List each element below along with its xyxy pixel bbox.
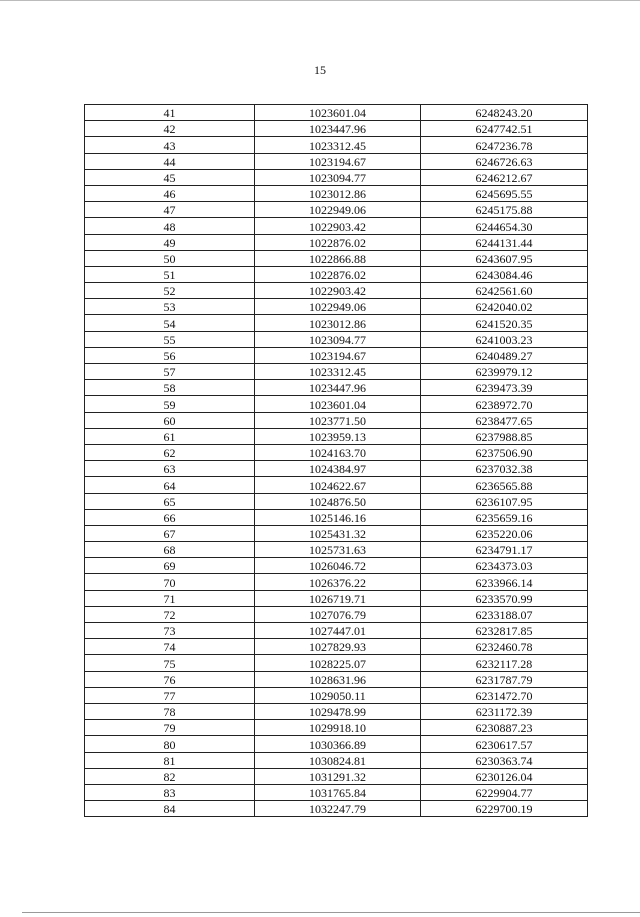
x-coordinate-cell: 1026719.71 [255,590,421,606]
y-coordinate-cell: 6231787.79 [421,671,588,687]
table-row [85,461,588,477]
x-coordinate-cell: 1022903.42 [255,218,421,234]
y-coordinate-cell: 6239979.12 [421,364,588,380]
point-number-cell: 75 [85,655,255,671]
point-number-cell: 72 [85,606,255,622]
x-coordinate-cell: 1027829.93 [255,639,421,655]
point-number-cell: 79 [85,720,255,736]
table-row [85,671,588,687]
point-number-cell: 69 [85,558,255,574]
table-row [85,736,588,752]
table-row [85,234,588,250]
table-row [85,493,588,509]
x-coordinate-cell: 1023601.04 [255,396,421,412]
x-coordinate-cell: 1023012.86 [255,315,421,331]
x-coordinate-cell: 1030366.89 [255,736,421,752]
x-coordinate-cell: 1027076.79 [255,606,421,622]
y-coordinate-cell: 6236107.95 [421,493,588,509]
table-row [85,525,588,541]
coordinates-table-body [85,105,588,817]
table-row [85,137,588,153]
table-row [85,655,588,671]
table-row [85,509,588,525]
point-number-cell: 50 [85,250,255,266]
point-number-cell: 77 [85,687,255,703]
table-row [85,703,588,719]
x-coordinate-cell: 1023771.50 [255,412,421,428]
y-coordinate-cell: 6230363.74 [421,752,588,768]
y-coordinate-cell: 6241003.23 [421,331,588,347]
page-number: 15 [314,63,326,77]
x-coordinate-cell: 1026376.22 [255,574,421,590]
y-coordinate-cell: 6229700.19 [421,801,588,817]
point-number-cell: 41 [85,105,255,121]
table-row [85,169,588,185]
y-coordinate-cell: 6233966.14 [421,574,588,590]
table-row [85,752,588,768]
x-coordinate-cell: 1029050.11 [255,687,421,703]
x-coordinate-cell: 1022876.02 [255,234,421,250]
y-coordinate-cell: 6234373.03 [421,558,588,574]
y-coordinate-cell: 6248243.20 [421,105,588,121]
table-row [85,380,588,396]
point-number-cell: 68 [85,542,255,558]
y-coordinate-cell: 6230126.04 [421,768,588,784]
point-number-cell: 80 [85,736,255,752]
table-row [85,574,588,590]
y-coordinate-cell: 6243084.46 [421,266,588,282]
x-coordinate-cell: 1023312.45 [255,137,421,153]
x-coordinate-cell: 1026046.72 [255,558,421,574]
table-row [85,477,588,493]
point-number-cell: 56 [85,347,255,363]
y-coordinate-cell: 6229904.77 [421,784,588,800]
table-row [85,153,588,169]
table-row [85,347,588,363]
point-number-cell: 82 [85,768,255,784]
y-coordinate-cell: 6234791.17 [421,542,588,558]
point-number-cell: 42 [85,121,255,137]
y-coordinate-cell: 6247742.51 [421,121,588,137]
point-number-cell: 64 [85,477,255,493]
table-row [85,542,588,558]
table-row [85,623,588,639]
x-coordinate-cell: 1025731.63 [255,542,421,558]
x-coordinate-cell: 1024876.50 [255,493,421,509]
point-number-cell: 67 [85,525,255,541]
table-row [85,444,588,460]
point-number-cell: 66 [85,509,255,525]
table-row [85,412,588,428]
table-row [85,558,588,574]
point-number-cell: 65 [85,493,255,509]
x-coordinate-cell: 1022866.88 [255,250,421,266]
y-coordinate-cell: 6237032.38 [421,461,588,477]
x-coordinate-cell: 1023447.96 [255,121,421,137]
y-coordinate-cell: 6242040.02 [421,299,588,315]
point-number-cell: 62 [85,444,255,460]
x-coordinate-cell: 1029918.10 [255,720,421,736]
x-coordinate-cell: 1023601.04 [255,105,421,121]
point-number-cell: 53 [85,299,255,315]
table-row [85,185,588,201]
x-coordinate-cell: 1023312.45 [255,364,421,380]
point-number-cell: 43 [85,137,255,153]
y-coordinate-cell: 6247236.78 [421,137,588,153]
point-number-cell: 45 [85,169,255,185]
x-coordinate-cell: 1029478.99 [255,703,421,719]
y-coordinate-cell: 6244131.44 [421,234,588,250]
point-number-cell: 76 [85,671,255,687]
table-row [85,784,588,800]
y-coordinate-cell: 6237988.85 [421,428,588,444]
y-coordinate-cell: 6235220.06 [421,525,588,541]
point-number-cell: 70 [85,574,255,590]
y-coordinate-cell: 6246726.63 [421,153,588,169]
x-coordinate-cell: 1025146.16 [255,509,421,525]
point-number-cell: 78 [85,703,255,719]
x-coordinate-cell: 1025431.32 [255,525,421,541]
table-row [85,250,588,266]
y-coordinate-cell: 6236565.88 [421,477,588,493]
x-coordinate-cell: 1022903.42 [255,283,421,299]
y-coordinate-cell: 6230617.57 [421,736,588,752]
y-coordinate-cell: 6231172.39 [421,703,588,719]
point-number-cell: 58 [85,380,255,396]
top-edge-rule [0,0,640,3]
table-row [85,266,588,282]
table-row [85,687,588,703]
y-coordinate-cell: 6242561.60 [421,283,588,299]
x-coordinate-cell: 1023094.77 [255,169,421,185]
point-number-cell: 49 [85,234,255,250]
x-coordinate-cell: 1022876.02 [255,266,421,282]
table-row [85,364,588,380]
table-row [85,121,588,137]
point-number-cell: 71 [85,590,255,606]
point-number-cell: 48 [85,218,255,234]
y-coordinate-cell: 6233188.07 [421,606,588,622]
point-number-cell: 61 [85,428,255,444]
y-coordinate-cell: 6241520.35 [421,315,588,331]
y-coordinate-cell: 6245695.55 [421,185,588,201]
y-coordinate-cell: 6233570.99 [421,590,588,606]
y-coordinate-cell: 6232460.78 [421,639,588,655]
y-coordinate-cell: 6230887.23 [421,720,588,736]
y-coordinate-cell: 6231472.70 [421,687,588,703]
point-number-cell: 47 [85,202,255,218]
x-coordinate-cell: 1024163.70 [255,444,421,460]
x-coordinate-cell: 1023447.96 [255,380,421,396]
table-row [85,396,588,412]
point-number-cell: 46 [85,185,255,201]
y-coordinate-cell: 6235659.16 [421,509,588,525]
table-row [85,428,588,444]
x-coordinate-cell: 1022949.06 [255,202,421,218]
y-coordinate-cell: 6245175.88 [421,202,588,218]
x-coordinate-cell: 1022949.06 [255,299,421,315]
x-coordinate-cell: 1027447.01 [255,623,421,639]
x-coordinate-cell: 1032247.79 [255,801,421,817]
coordinates-table [84,104,588,817]
bottom-edge-rule [22,912,640,913]
table-row [85,606,588,622]
y-coordinate-cell: 6238972.70 [421,396,588,412]
x-coordinate-cell: 1023194.67 [255,153,421,169]
x-coordinate-cell: 1028225.07 [255,655,421,671]
point-number-cell: 60 [85,412,255,428]
table-row [85,801,588,817]
point-number-cell: 59 [85,396,255,412]
table-row [85,331,588,347]
point-number-cell: 44 [85,153,255,169]
point-number-cell: 55 [85,331,255,347]
x-coordinate-cell: 1024622.67 [255,477,421,493]
x-coordinate-cell: 1023959.13 [255,428,421,444]
x-coordinate-cell: 1023012.86 [255,185,421,201]
y-coordinate-cell: 6237506.90 [421,444,588,460]
y-coordinate-cell: 6246212.67 [421,169,588,185]
table-row [85,202,588,218]
table-row [85,720,588,736]
point-number-cell: 57 [85,364,255,380]
table-row [85,315,588,331]
y-coordinate-cell: 6239473.39 [421,380,588,396]
x-coordinate-cell: 1031765.84 [255,784,421,800]
table-row [85,590,588,606]
point-number-cell: 81 [85,752,255,768]
point-number-cell: 54 [85,315,255,331]
point-number-cell: 51 [85,266,255,282]
table-row [85,639,588,655]
point-number-cell: 74 [85,639,255,655]
table-row [85,218,588,234]
point-number-cell: 73 [85,623,255,639]
x-coordinate-cell: 1024384.97 [255,461,421,477]
table-row [85,768,588,784]
y-coordinate-cell: 6232117.28 [421,655,588,671]
y-coordinate-cell: 6244654.30 [421,218,588,234]
point-number-cell: 63 [85,461,255,477]
x-coordinate-cell: 1023094.77 [255,331,421,347]
table-row [85,299,588,315]
x-coordinate-cell: 1023194.67 [255,347,421,363]
y-coordinate-cell: 6238477.65 [421,412,588,428]
y-coordinate-cell: 6243607.95 [421,250,588,266]
x-coordinate-cell: 1031291.32 [255,768,421,784]
y-coordinate-cell: 6240489.27 [421,347,588,363]
point-number-cell: 52 [85,283,255,299]
table-row [85,105,588,121]
x-coordinate-cell: 1030824.81 [255,752,421,768]
point-number-cell: 83 [85,784,255,800]
y-coordinate-cell: 6232817.85 [421,623,588,639]
x-coordinate-cell: 1028631.96 [255,671,421,687]
point-number-cell: 84 [85,801,255,817]
table-row [85,283,588,299]
